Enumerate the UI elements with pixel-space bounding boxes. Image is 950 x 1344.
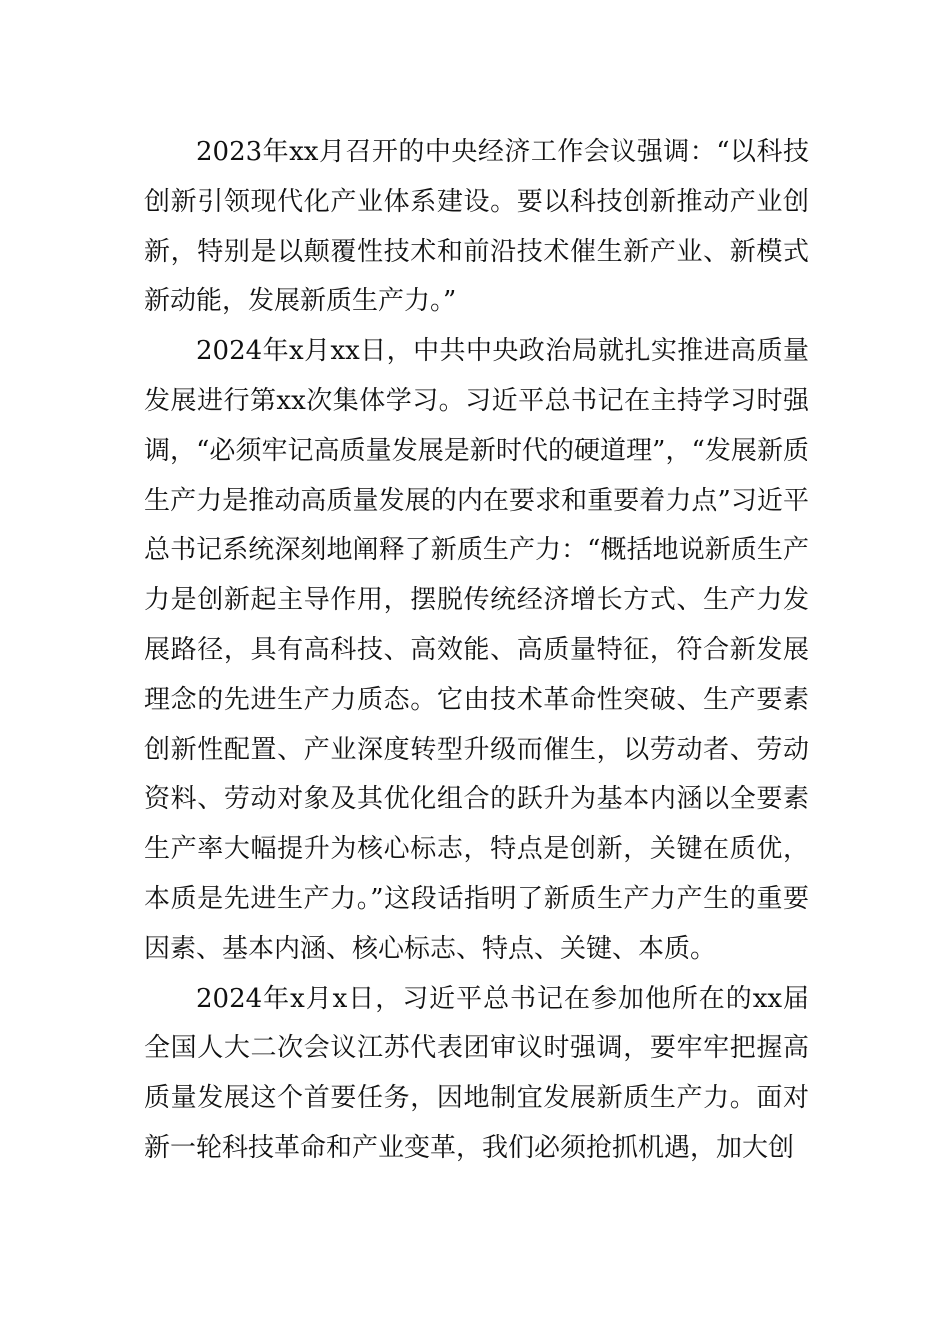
paragraph-economic-conference: 2023年xx月召开的中央经济工作会议强调：“以科技创新引领现代化产业体系建设。要以科技创新推动产业创新，特别是以颠覆性技术和前沿技术催生新产业、新模式新动能，发展新质生产力。” xyxy=(144,137,809,317)
document-body xyxy=(144,128,809,1174)
paragraph-jiangsu-delegation: 2024年x月x日，习近平总书记在参加他所在的xx届全国人大二次会议江苏代表团审议时强调，要牢牢把握高质量发展这个首要任务，因地制宜发展新质生产力。面对新一轮科技革命和产业变革，我们必须抢抓机遇，加大创 xyxy=(144,983,809,1163)
paragraph-politburo-study: 2024年x月xx日，中共中央政治局就扎实推进高质量发展进行第xx次集体学习。习近平总书记在主持学习时强调，“必须牢记高质量发展是新时代的硬道理”，“发展新质生产力是推动高质量发展的内在要求和重要着力点”习近平总书记系统深刻地阐释了新质生产力：“概括地说新质生产力是创新起主导作用，摆脱传统经济增长方式、生产力发展路径，具有高科技、高效能、高质量特征，符合新发展理念的先进生产力质态。它由技术革命性突破、生产要素创新性配置、产业深度转型升级而催生，以劳动者、劳动资料、劳动对象及其优化组合的跃升为基本内涵以全要素生产率大幅提升为核心标志，特点是创新，关键在质优，本质是先进生产力。”这段话指明了新质生产力产生的重要因素、基本内涵、核心标志、特点、关键、本质。 xyxy=(144,336,809,964)
